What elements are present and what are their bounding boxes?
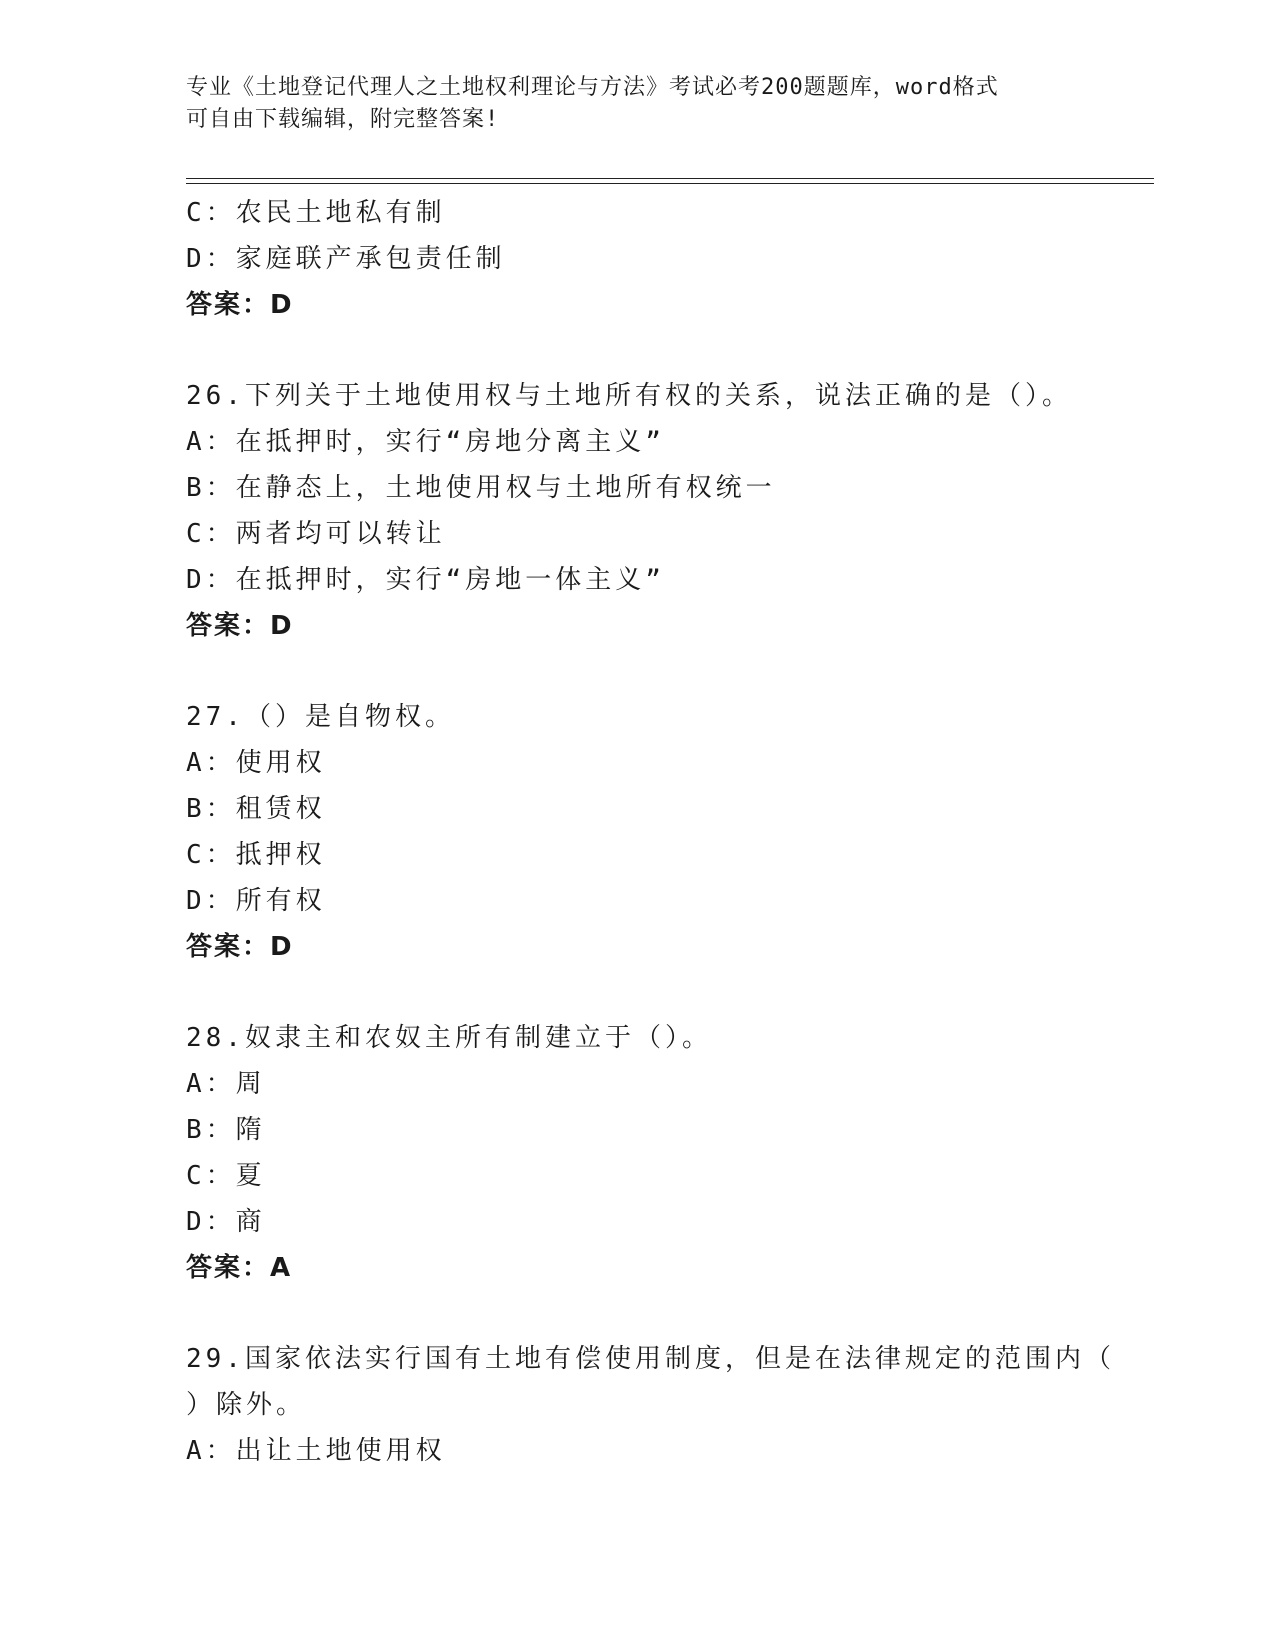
- answer-line: 答案：A: [186, 1253, 293, 1283]
- header-divider-bottom: [186, 183, 1154, 184]
- spacer: [186, 970, 1086, 1015]
- header-line-2: 可自由下载编辑，附完整答案!: [186, 107, 500, 132]
- document-header: [186, 72, 1066, 136]
- option-b: B：隋: [186, 1115, 266, 1145]
- question-stem: 26.下列关于土地使用权与土地所有权的关系，说法正确的是（）。: [186, 381, 1072, 411]
- question-block-27: [186, 694, 1086, 970]
- option-b: B：租赁权: [186, 794, 326, 824]
- spacer: [186, 328, 1086, 373]
- option-d: D：在抵押时，实行“房地一体主义”: [186, 565, 665, 595]
- option-d: D：所有权: [186, 886, 326, 916]
- answer-line: 答案：D: [186, 932, 294, 962]
- question-stem-line-1: 29.国家依法实行国有土地有偿使用制度，但是在法律规定的范围内（: [186, 1344, 1115, 1374]
- answer-line: 答案：D: [186, 290, 294, 320]
- answer-line: 答案：D: [186, 611, 294, 641]
- question-block-26: [186, 373, 1086, 649]
- spacer: [186, 649, 1086, 694]
- question-stem-line-2: ）除外。: [186, 1390, 307, 1420]
- option-b: B：在静态上，土地使用权与土地所有权统一: [186, 473, 776, 503]
- option-c: C：农民土地私有制: [186, 198, 446, 228]
- option-c: C：两者均可以转让: [186, 519, 446, 549]
- question-block-28: [186, 1015, 1086, 1291]
- header-line-1: 专业《土地登记代理人之土地权利理论与方法》考试必考200题题库，word格式: [186, 75, 999, 100]
- option-a: A：在抵押时，实行“房地分离主义”: [186, 427, 665, 457]
- question-list: [186, 190, 1115, 1474]
- option-d: D：商: [186, 1207, 266, 1237]
- question-block-29: [186, 1336, 1115, 1474]
- option-a: A：使用权: [186, 748, 326, 778]
- header-divider-top: [186, 178, 1154, 179]
- question-block-previous: [186, 190, 1086, 328]
- question-stem: 27.（）是自物权。: [186, 702, 455, 732]
- option-c: C：抵押权: [186, 840, 326, 870]
- option-a: A：周: [186, 1069, 266, 1099]
- option-a: A：出让土地使用权: [186, 1436, 446, 1466]
- spacer: [186, 1291, 1086, 1336]
- option-c: C：夏: [186, 1161, 266, 1191]
- question-stem: 28.奴隶主和农奴主所有制建立于（）。: [186, 1023, 712, 1053]
- option-d: D：家庭联产承包责任制: [186, 244, 506, 274]
